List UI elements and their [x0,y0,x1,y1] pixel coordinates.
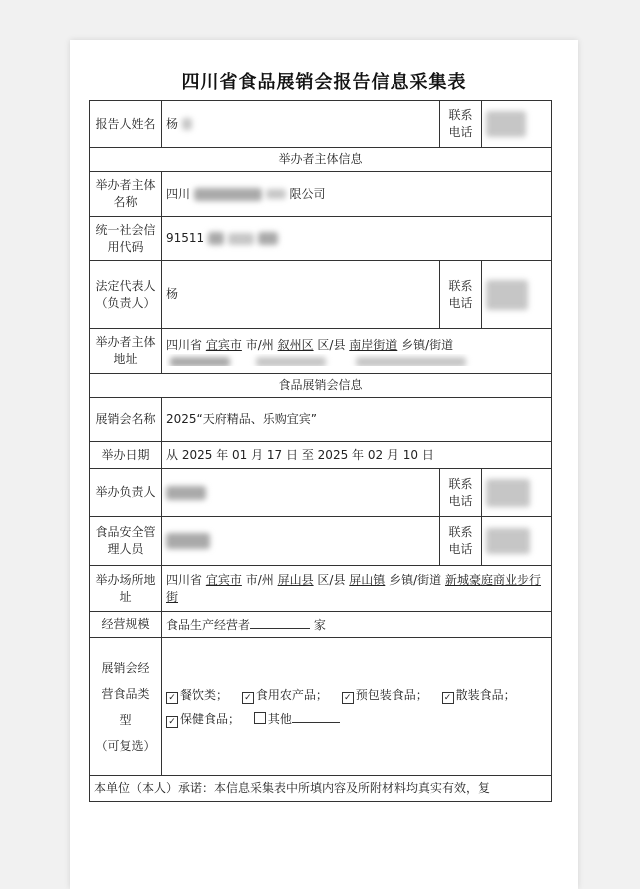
redacted-mark [486,479,530,507]
legal-rep-row [90,261,552,329]
fair-leader-value [162,469,440,517]
redacted-mark [170,357,230,366]
type-option-label: 预包装食品 [355,687,416,702]
redacted-mark [486,528,530,554]
food-types-label-note: （可复选） [95,738,156,753]
legal-rep-label: 法定代表人（负责人） [90,261,162,329]
food-types-label-2: 营食品类 [101,686,150,701]
venue-county-unit: 区/县 [317,572,346,587]
date-from-word: 从 [166,447,179,462]
scale-prefix: 食品生产经营者 [166,617,251,632]
form-title: 四川省食品展销会报告信息采集表 [181,72,467,93]
food-types-row [90,638,552,776]
fair-date-value [162,442,552,469]
redacted-mark [486,111,526,137]
venue-address-row [90,566,552,612]
safety-manager-value [162,517,440,566]
type-option-health[interactable]: ✓ 保健食品； [166,712,240,726]
organizer-name-prefix: 四川 [166,186,191,201]
credit-code-row [90,217,552,261]
date-from: 2025 年 01 月 17 日 [181,447,298,462]
food-types-label-3: 型 [119,712,132,727]
checkbox-empty-icon[interactable] [254,712,266,724]
scale-blank [250,616,310,629]
redacted-mark [266,189,286,199]
scale-value [162,612,552,638]
redacted-mark [208,232,224,245]
promise-text: 本单位（本人）承诺：本信息采集表中所填内容及所附材料均真实有效，复 [90,776,552,802]
organizer-name-suffix: 限公司 [289,186,326,201]
fair-section-row [90,374,552,398]
type-option-label: 保健食品 [180,711,229,726]
reporter-name-value [162,101,440,148]
addr-street: 南岸街道 [349,337,398,352]
reporter-name-label: 报告人姓名 [90,101,162,148]
type-option-label: 餐饮类 [180,687,217,702]
redacted-mark [182,118,192,130]
venue-town-unit: 乡镇/街道 [389,572,442,587]
type-option-bulk[interactable]: ✓ 散装食品； [442,688,516,702]
fair-date-label: 举办日期 [90,442,162,469]
food-types-line-1 [166,683,547,707]
venue-province: 四川省 [166,572,203,587]
addr-district-unit: 区/县 [317,337,346,352]
legal-rep-value: 杨 [162,261,440,329]
reporter-phone-value [482,101,552,148]
scale-row [90,612,552,638]
checkbox-checked-icon[interactable]: ✓ [242,692,254,704]
fair-leader-phone-label: 联系电话 [440,469,482,517]
legal-rep-phone-label: 联系电话 [440,261,482,329]
fair-name-value: 2025“天府精品、乐购宜宾” [162,398,552,442]
promise-row [90,776,552,802]
venue-address-label: 举办场所地址 [90,566,162,612]
food-types-label-1: 展销会经 [101,660,150,675]
safety-manager-phone-label: 联系电话 [440,517,482,566]
fair-leader-label: 举办负责人 [90,469,162,517]
info-table [89,100,552,802]
venue-detail: 新城豪庭商业步行街 [166,572,542,604]
addr-street-unit: 乡镇/街道 [401,337,454,352]
organizer-address-row [90,329,552,374]
redacted-mark [256,357,326,366]
date-to: 2025 年 02 月 10 日 [317,447,434,462]
organizer-address-label: 举办者主体地址 [90,329,162,374]
addr-district: 叙州区 [277,337,314,352]
venue-county: 屏山县 [277,572,314,587]
redacted-mark [194,188,262,201]
scale-unit: 家 [313,617,326,632]
safety-manager-label: 食品安全管理人员 [90,517,162,566]
checkbox-checked-icon[interactable]: ✓ [166,716,178,728]
credit-code-label: 统一社会信用代码 [90,217,162,261]
form-page [70,40,578,889]
venue-city-unit: 市/州 [245,572,274,587]
food-types-label [90,638,162,776]
reporter-row [90,101,552,148]
type-option-other[interactable] [254,712,340,726]
organizer-name-label: 举办者主体名称 [90,172,162,217]
type-option-catering[interactable]: ✓ 餐饮类； [166,688,228,702]
legal-rep-phone-value [482,261,552,329]
checkbox-checked-icon[interactable]: ✓ [442,692,454,704]
fair-section-title: 食品展销会信息 [90,374,552,398]
date-to-word: 至 [301,447,314,462]
redacted-mark [166,486,206,500]
type-option-label: 食用农产品 [255,687,316,702]
other-blank [292,710,340,723]
food-types-options [162,638,552,776]
organizer-address-value [162,329,552,374]
scale-label: 经营规模 [90,612,162,638]
venue-city: 宜宾市 [205,572,242,587]
addr-city: 宜宾市 [205,337,242,352]
organizer-section-row [90,148,552,172]
fair-leader-phone-value [482,469,552,517]
redacted-mark [258,232,278,245]
safety-manager-phone-value [482,517,552,566]
checkbox-checked-icon[interactable]: ✓ [342,692,354,704]
organizer-section-title: 举办者主体信息 [90,148,552,172]
addr-city-unit: 市/州 [245,337,274,352]
credit-code-prefix: 91511 [166,231,205,245]
redacted-mark [228,233,254,245]
credit-code-value [162,217,552,261]
redacted-mark [166,533,210,549]
food-types-line-2 [166,707,547,731]
type-option-agri[interactable]: ✓ 食用农产品； [242,688,328,702]
fair-date-row [90,442,552,469]
checkbox-checked-icon[interactable]: ✓ [166,692,178,704]
type-option-label: 其他 [267,711,292,726]
safety-manager-row [90,517,552,566]
organizer-name-value [162,172,552,217]
venue-town: 屏山镇 [349,572,386,587]
organizer-name-row [90,172,552,217]
addr-province: 四川省 [166,337,203,352]
fair-name-label: 展销会名称 [90,398,162,442]
redacted-mark [486,280,528,310]
venue-address-value [162,566,552,612]
type-option-prepackaged[interactable]: ✓ 预包装食品； [342,688,428,702]
reporter-name-text: 杨 [166,116,179,131]
fair-name-row [90,398,552,442]
redacted-mark [356,357,466,366]
address-line-2-redacted [166,354,547,366]
fair-leader-row [90,469,552,517]
reporter-phone-label: 联系电话 [440,101,482,148]
type-option-label: 散装食品 [455,687,504,702]
